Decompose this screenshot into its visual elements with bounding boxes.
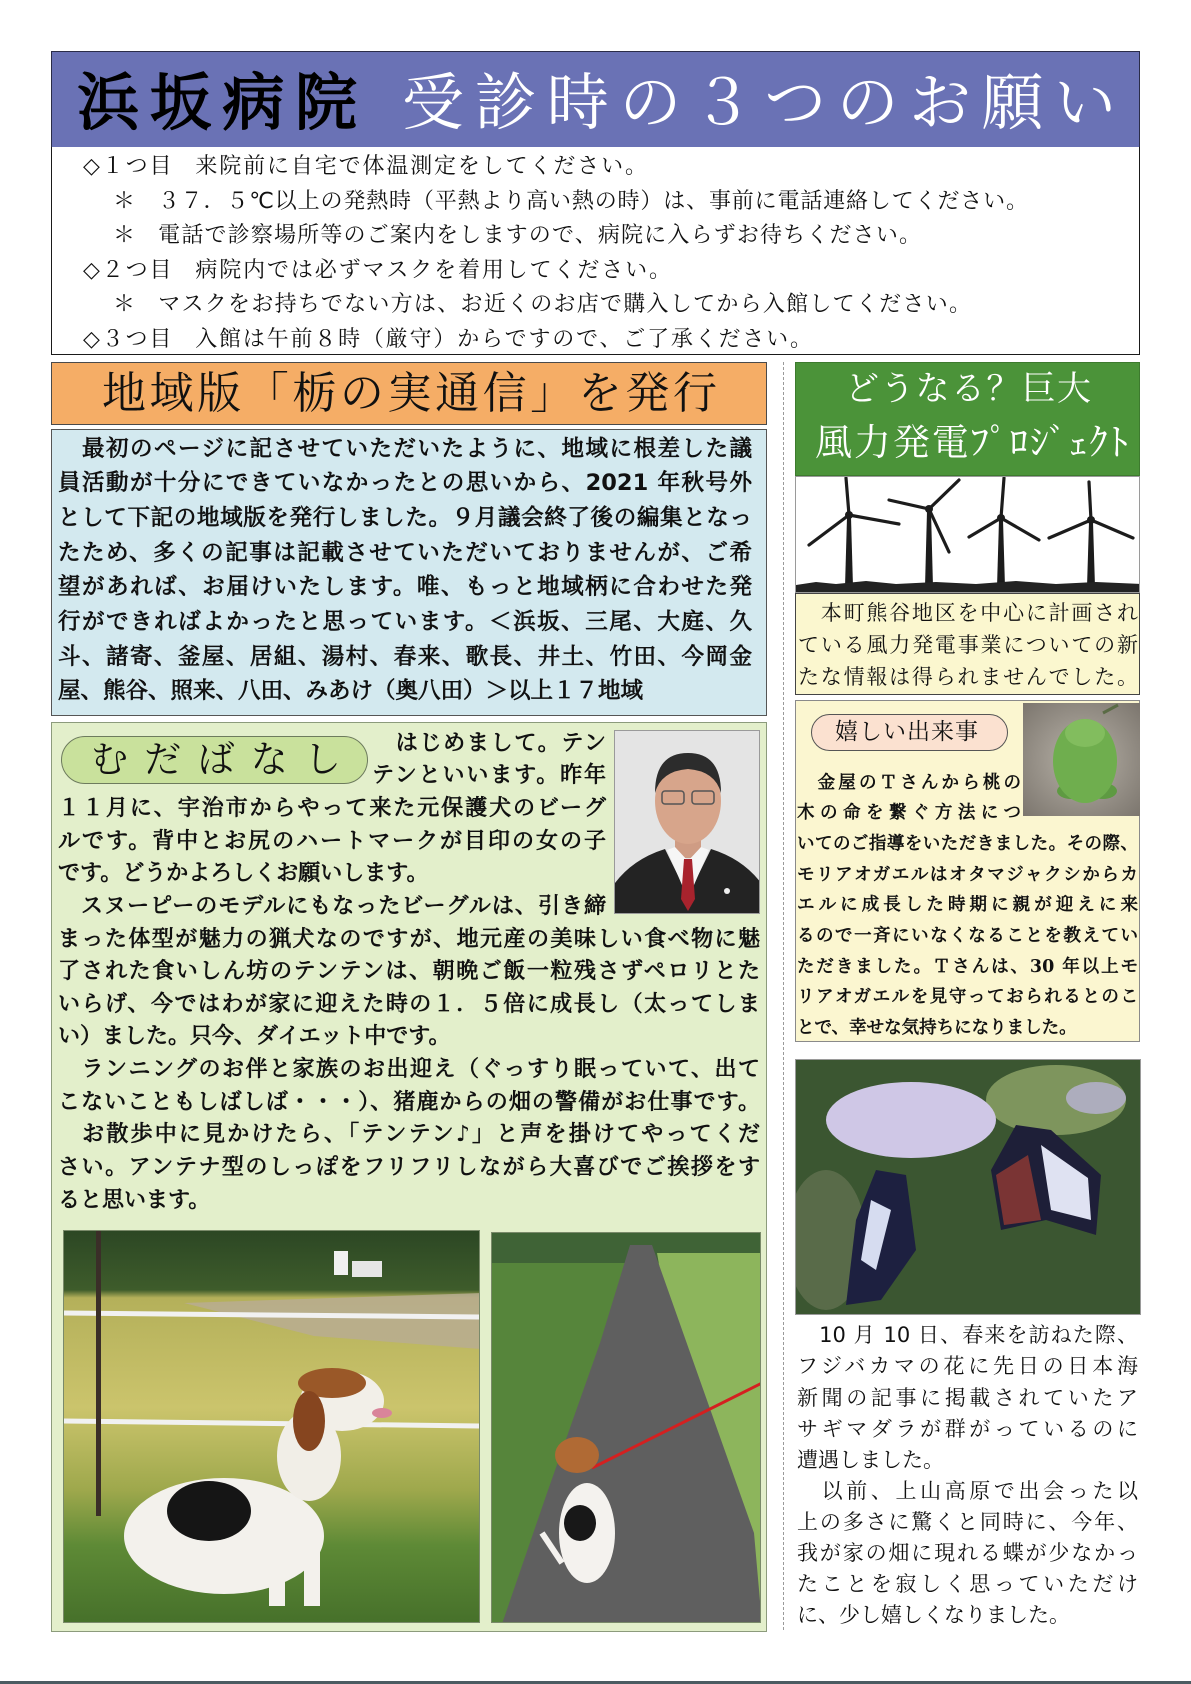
rule-item xyxy=(83,254,671,289)
wind-turbine-icon xyxy=(796,477,1140,592)
text-line: 金屋のＴさんから桃の xyxy=(797,772,1021,793)
text-line: お散歩中に見かけたら、「テンテン♪」と声を掛けてやってくだ xyxy=(58,1122,760,1148)
author-portrait-photo xyxy=(614,730,760,914)
dog-ear xyxy=(293,1391,325,1451)
farmer xyxy=(334,1251,348,1275)
butterfly-image xyxy=(796,1060,1141,1315)
chiiki-body-text xyxy=(58,432,752,710)
text-line: 屋、熊谷、照来、八田、みあけ（奥八田）＞以上１７地域 xyxy=(58,678,644,705)
blade xyxy=(1001,518,1039,540)
text-line: 員活動が十分にできていなかったとの思いから、2021 年秋号外 xyxy=(58,470,752,497)
road-image xyxy=(492,1233,761,1623)
text-line: スヌーピーのモデルにもなったビーグルは、引き締 xyxy=(58,893,606,919)
blade xyxy=(1089,482,1091,520)
text-line: 本町熊谷地区を中心に計画され xyxy=(798,601,1138,625)
text-line: 行ができればよかったと思っています。＜浜坂、三尾、大庭、久 xyxy=(58,609,752,636)
dog-black-patch xyxy=(564,1505,596,1541)
fence-pole xyxy=(96,1231,101,1516)
hub xyxy=(925,505,933,513)
column-divider xyxy=(783,362,784,1630)
text-line: に、少し嬉しくなりました。 xyxy=(797,1603,1070,1628)
happy-event-label: 嬉しい出来事 xyxy=(835,719,978,745)
text-line: たため、多くの記事は記載させていただいておりませんが、ご希 xyxy=(58,539,752,566)
text-line: ると思います。 xyxy=(58,1187,211,1213)
rule-item xyxy=(83,150,647,185)
text-line: まった体型が魅力の猟犬なのですが、地元産の美味しい食べ物に魅 xyxy=(58,926,760,952)
text-line: いらげ、今ではわが家に迎えた時の１．５倍に成長し（太ってしま xyxy=(58,991,760,1017)
text-line: 新聞の記事に掲載されていたア xyxy=(797,1385,1138,1410)
hub xyxy=(997,514,1005,522)
text-line: リアオガエルを見守っておられるとのこ xyxy=(797,987,1138,1008)
wind-title-line2: 風力発電ﾌﾟﾛｼﾞｪｸﾄ xyxy=(815,421,1131,464)
rule-note xyxy=(113,288,971,323)
rule-note xyxy=(113,185,1028,220)
blade xyxy=(889,500,929,509)
frog-head xyxy=(1065,719,1105,747)
text-line: ている風力発電事業についての新 xyxy=(798,633,1138,657)
dog-tongue xyxy=(372,1408,392,1418)
fujibakama-flowers xyxy=(826,1082,996,1158)
text-line: ランニングのお伴と家族のお出迎え（ぐっすり眠っていて、出て xyxy=(58,1057,760,1083)
turbine-blades xyxy=(809,478,1133,552)
text-line: として下記の地域版を発行しました。９月議会終了後の編集となっ xyxy=(58,504,752,531)
blade xyxy=(809,515,849,545)
hospital-name: 浜坂病院 xyxy=(77,66,357,139)
asterisk-marker: ＊ xyxy=(113,223,137,249)
fujibakama-flowers xyxy=(1066,1082,1126,1114)
rule-text: ３７．５℃以上の発熱時（平熱より高い熱の時）は、事前に電話連絡してください。 xyxy=(157,188,1028,214)
text-line: たことを寂しく思っていただけ xyxy=(797,1572,1138,1597)
rule-text: 電話で診察場所等のご案内をしますので、病院に入らずお待ちください。 xyxy=(158,223,921,249)
dog-leg xyxy=(269,1561,285,1606)
text-line: です。どうかよろしくお願いします。 xyxy=(58,861,429,887)
asagimadara-butterfly-photo xyxy=(795,1059,1141,1315)
text-line: テンといいます。昨年 xyxy=(372,763,606,789)
beagle-rice-field-photo xyxy=(63,1230,480,1623)
dog-head xyxy=(555,1437,599,1473)
blade xyxy=(929,509,949,552)
blade xyxy=(1001,478,1004,518)
text-line: 遭遇しました。 xyxy=(797,1447,944,1472)
text-line: い）ました。只今、ダイエット中です。 xyxy=(58,1024,451,1050)
dog-leg xyxy=(304,1551,320,1606)
text-line: １１月に、宇治市からやって来た元保護犬のビーグ xyxy=(58,795,606,821)
chiiki-title: 地域版「栃の実通信」を発行 xyxy=(102,368,717,419)
text-line: ルです。背中とお尻のハートマークが目印の女の子 xyxy=(58,828,606,854)
harvester xyxy=(352,1261,382,1277)
portrait-lapel-pin xyxy=(724,888,730,894)
text-line: 上の多さに驚くと同時に、今年、 xyxy=(797,1509,1138,1534)
rule-marker: ◇３つ目 xyxy=(83,327,174,352)
tower xyxy=(845,517,853,587)
text-line: 以前、上山高原で出会った以 xyxy=(797,1478,1138,1503)
text-line: 木の命を繋ぐ方法につ xyxy=(797,803,1021,824)
text-line: モリアオガエルはオタマジャクシからカ xyxy=(797,864,1138,885)
text-line: 我が家の畑に現れる蝶が少なかっ xyxy=(797,1541,1138,1566)
text-line: はじめまして。テン xyxy=(372,730,606,756)
blade xyxy=(969,518,1001,537)
text-line: さい。アンテナ型のしっぽをフリフリしながら大喜びでご挨拶をす xyxy=(58,1155,760,1180)
blade xyxy=(849,515,899,524)
wind-title-line1: どうなる？巨大 xyxy=(845,369,1091,409)
rice-field-image xyxy=(64,1231,480,1623)
text-line: るので一斉にいなくなることを教えてい xyxy=(797,926,1138,947)
rule-item xyxy=(83,323,812,358)
butterfly-text xyxy=(797,1320,1138,1631)
text-line: ただきました。Ｔさんは、30 年以上モ xyxy=(797,956,1138,977)
dog-black-patch xyxy=(167,1481,251,1541)
tower xyxy=(1087,522,1095,587)
text-line: 10 月 10 日、春来を訪ねた際、 xyxy=(797,1323,1138,1348)
wind-turbines-illustration xyxy=(795,476,1140,593)
blade xyxy=(1091,520,1133,538)
rule-marker: ◇２つ目 xyxy=(83,257,174,283)
rule-text: 病院内では必ずマスクを着用してください。 xyxy=(195,257,671,283)
rule-marker: ◇１つ目 xyxy=(83,154,174,179)
text-line: いてのご指導をいただきました。その際、 xyxy=(797,833,1138,854)
beagle-road-walk-photo xyxy=(491,1232,761,1623)
blade xyxy=(929,480,959,509)
happy-event-text xyxy=(797,768,1138,1044)
rule-text: 来院前に自宅で体温測定をしてください。 xyxy=(195,154,647,179)
wind-caption-text xyxy=(798,597,1138,693)
hub xyxy=(845,511,853,519)
asterisk-marker: ＊ xyxy=(113,188,136,214)
page-title: 受診時の３つのお願い xyxy=(402,66,1116,139)
text-line: とで、幸せな気持ちになりました。 xyxy=(797,1018,1077,1039)
hub xyxy=(1087,516,1095,524)
text-line: こないこともしばしば・・・）、猪鹿からの畑の警備がお仕事です。 xyxy=(58,1089,760,1115)
rule-text: 入館は午前８時（厳守）からですので、ご了承ください。 xyxy=(195,327,813,352)
blade xyxy=(846,478,849,515)
rule-note xyxy=(113,219,921,254)
mudabanashi-label: むだばなし xyxy=(91,738,341,781)
text-line: 了された食いしん坊のテンテンは、朝晩ご飯一粒残さずペロリとた xyxy=(58,959,760,985)
tower xyxy=(925,511,933,587)
blade xyxy=(1049,520,1091,538)
asterisk-marker: ＊ xyxy=(113,292,137,318)
text-line: フジバカマの花に先日の日本海 xyxy=(797,1354,1138,1379)
text-line: 望があれば、お届けいたします。唯、もっと地域柄に合わせた発 xyxy=(58,574,752,601)
rule-text: マスクをお持ちでない方は、お近くのお店で購入してから入館してください。 xyxy=(158,292,971,318)
tower xyxy=(997,520,1005,587)
text-line: エルに成長した時期に親が迎えに来 xyxy=(797,895,1138,916)
text-line: サギマダラが群がっているのに xyxy=(797,1416,1138,1441)
text-line: 最初のページに記させていただいたように、地域に根差した議 xyxy=(58,435,752,462)
text-line: たな情報は得られませんでした。 xyxy=(798,665,1138,689)
text-line: 斗、諸寄、釜屋、居組、湯村、春来、歌長、井土、竹田、今岡金 xyxy=(58,643,752,670)
portrait-image xyxy=(615,731,760,914)
